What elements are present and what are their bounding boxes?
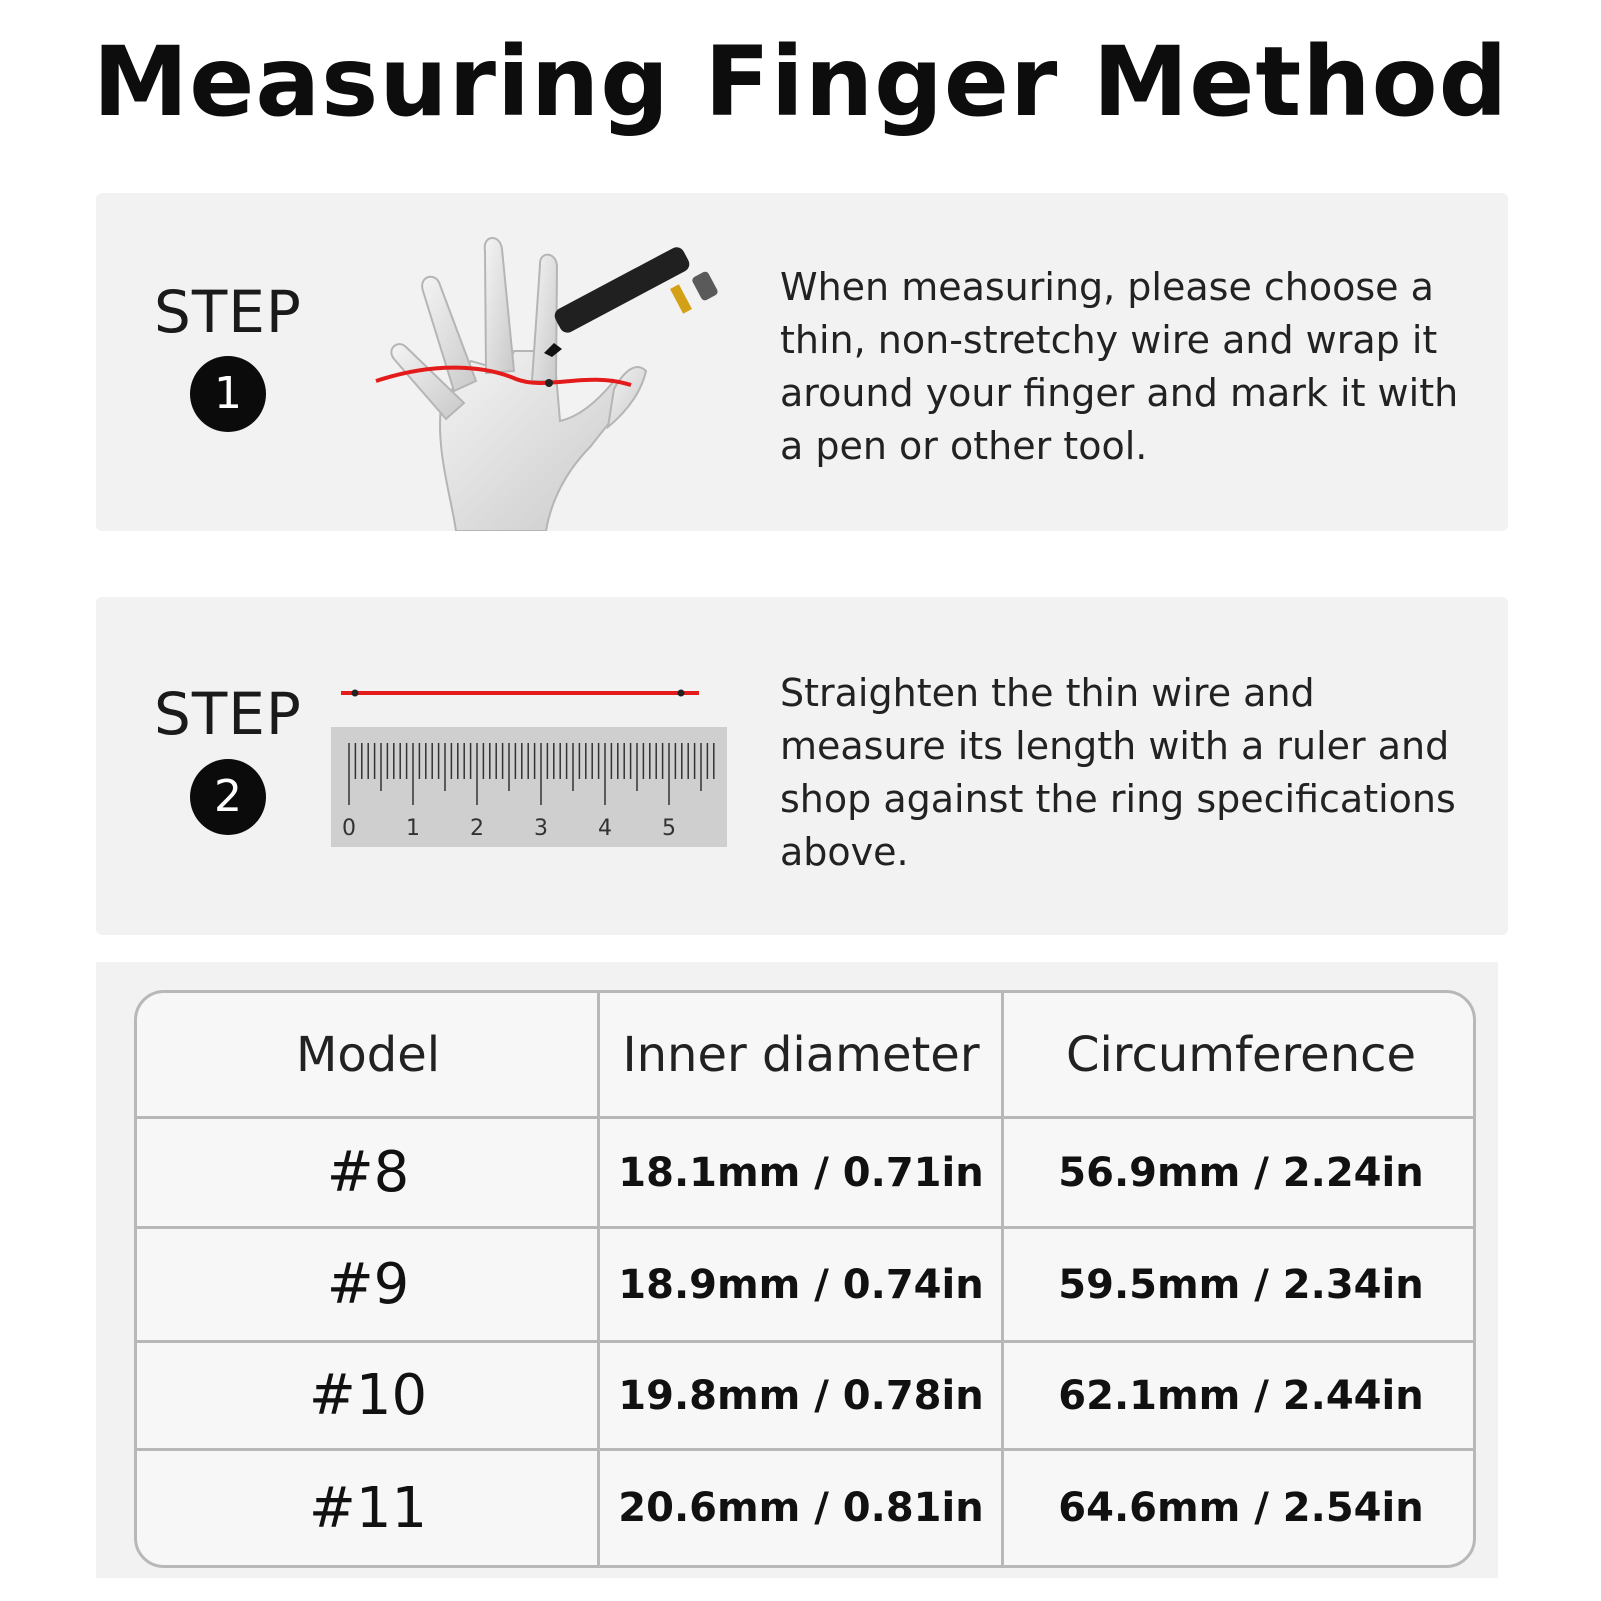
inner-diameter-cell: 20.6mm / 0.81in (618, 1485, 984, 1531)
header-inner-diameter: Inner diameter (622, 1026, 980, 1083)
step-1-instruction: When measuring, please choose a thin, non-stretchy wire and wrap it around your finger and mark it with a pen or other tool. (780, 265, 1459, 468)
hand-icon (391, 238, 646, 531)
step-1-number-badge: 1 (190, 356, 266, 432)
header-circumference: Circumference (1065, 1026, 1417, 1083)
circumference-cell: 56.9mm / 2.24in (1058, 1149, 1424, 1196)
step-1-label: STEP (154, 278, 302, 346)
pen-icon (544, 244, 719, 357)
ruler-tick-label: 3 (534, 816, 548, 841)
ruler-illustration (331, 685, 727, 855)
circumference-cell: 64.6mm / 2.54in (1058, 1485, 1424, 1531)
ruler-tick-label: 2 (470, 816, 484, 841)
model-cell: #8 (326, 1140, 410, 1205)
step-1-panel (96, 193, 1508, 531)
model-cell: #9 (326, 1252, 410, 1317)
inner-diameter-cell: 18.1mm / 0.71in (618, 1149, 984, 1196)
size-table-section (96, 962, 1498, 1578)
inner-diameter-cell: 18.9mm / 0.74in (618, 1261, 984, 1308)
table-row (137, 1451, 1473, 1565)
table-header-row (137, 993, 1473, 1119)
table-row (137, 1229, 1473, 1343)
size-table (134, 990, 1476, 1568)
circumference-cell: 62.1mm / 2.44in (1058, 1372, 1424, 1419)
table-row (137, 1119, 1473, 1229)
table-row (137, 1343, 1473, 1451)
hand-wire-pen-illustration (346, 221, 746, 531)
page-title: Measuring Finger Method (92, 26, 1509, 138)
step-2-label: STEP (154, 680, 302, 748)
ruler-tick-label: 1 (406, 816, 420, 841)
step-2-instruction: Straighten the thin wire and measure its length with a ruler and shop against the ring specifications above. (780, 671, 1456, 874)
model-cell: #11 (308, 1475, 428, 1541)
step-2-panel (96, 597, 1508, 935)
header-model: Model (295, 1026, 441, 1083)
model-cell: #10 (308, 1363, 428, 1428)
ruler-tick-label: 5 (662, 816, 676, 841)
ruler-tick-label: 4 (598, 816, 612, 841)
inner-diameter-cell: 19.8mm / 0.78in (618, 1372, 984, 1419)
ruler-tick-label: 0 (342, 816, 356, 841)
circumference-cell: 59.5mm / 2.34in (1058, 1261, 1424, 1308)
step-2-number-badge: 2 (190, 759, 266, 835)
